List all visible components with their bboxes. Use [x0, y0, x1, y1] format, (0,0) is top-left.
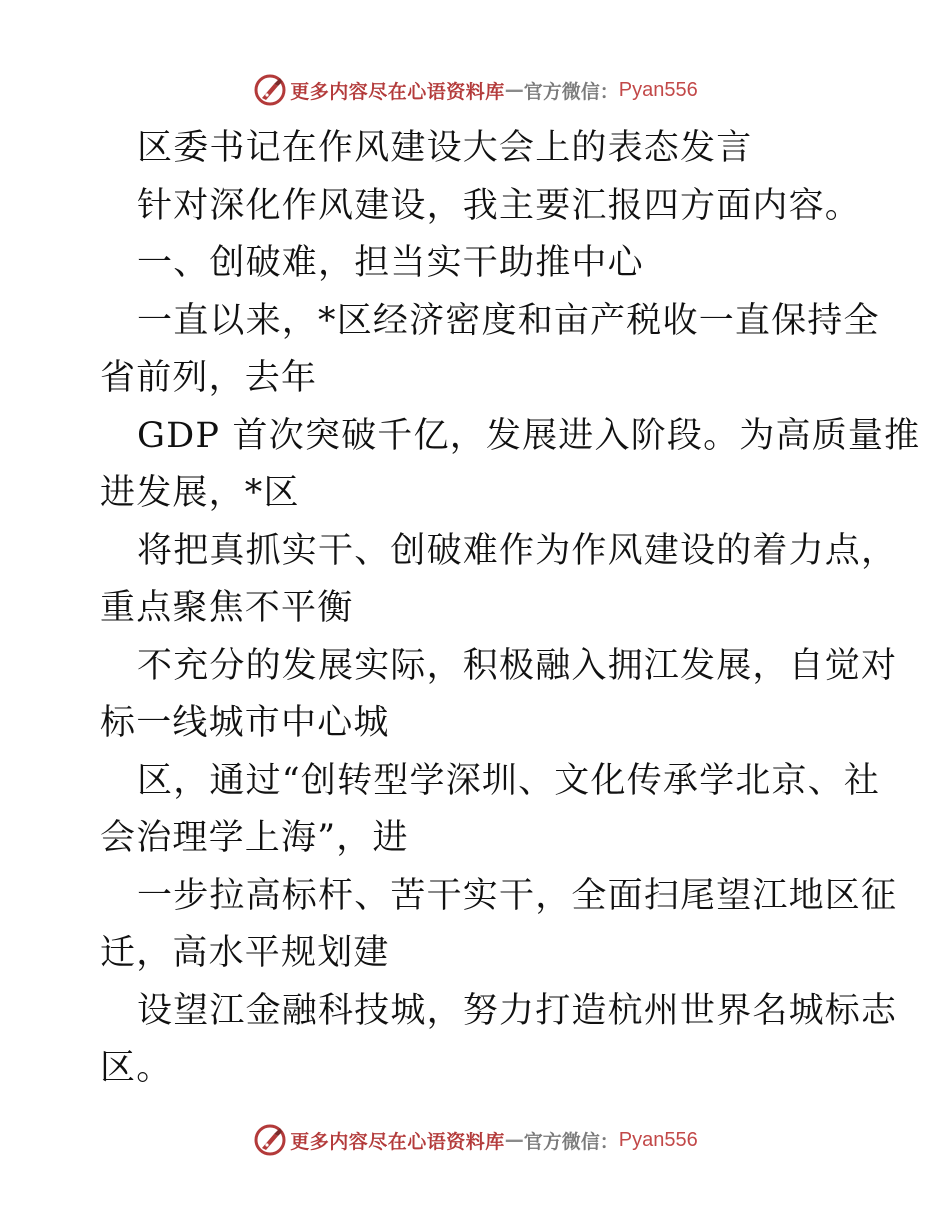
document-title: 区委书记在作风建设大会上的表态发言: [137, 128, 753, 168]
banner-separator: —: [504, 79, 524, 101]
text-line: 标一线城市中心城: [100, 703, 390, 743]
pen-nib-circle-icon: [252, 1122, 288, 1158]
text-line: 省前列，去年: [100, 358, 318, 398]
text-line: 设望江金融科技城，努力打造杭州世界名城标志: [137, 990, 898, 1031]
document-body: [100, 120, 921, 1098]
footer-banner: [0, 1120, 950, 1160]
banner-main-text: 更多内容尽在心语资料库: [290, 1130, 505, 1153]
text-line: 会治理学上海”，进: [100, 818, 409, 858]
header-banner: [0, 70, 950, 110]
text-line: 区。: [100, 1048, 173, 1088]
banner-wechat-id: Pyan556: [618, 78, 698, 101]
text-line: 一、创破难，担当实干助推中心: [137, 243, 644, 283]
text-line: 重点聚焦不平衡: [100, 588, 354, 628]
banner-wechat-label: 官方微信：: [523, 1130, 619, 1153]
text-line: GDP 首次突破千亿，发展进入阶段。为高质量推: [137, 415, 921, 456]
text-line: 一直以来，*区经济密度和亩产税收一直保持全: [137, 300, 880, 341]
pen-nib-circle-icon: [252, 72, 288, 108]
text-line: 区，通过“创转型学深圳、文化传承学北京、社: [137, 760, 881, 801]
text-line: 将把真抓实干、创破难作为作风建设的着力点，: [137, 530, 898, 571]
banner-wechat-label: 官方微信：: [523, 80, 619, 103]
banner-main-text: 更多内容尽在心语资料库: [290, 80, 505, 103]
banner-separator: —: [504, 1129, 524, 1151]
banner-wechat-id: Pyan556: [618, 1128, 698, 1151]
text-line: 迁，高水平规划建: [100, 933, 390, 973]
text-line: 不充分的发展实际，积极融入拥江发展，自觉对: [137, 645, 898, 686]
text-line: 针对深化作风建设，我主要汇报四方面内容。: [137, 185, 862, 226]
text-line: 进发展，*区: [100, 473, 300, 513]
text-line: 一步拉高标杆、苦干实干，全面扫尾望江地区征: [137, 875, 898, 916]
